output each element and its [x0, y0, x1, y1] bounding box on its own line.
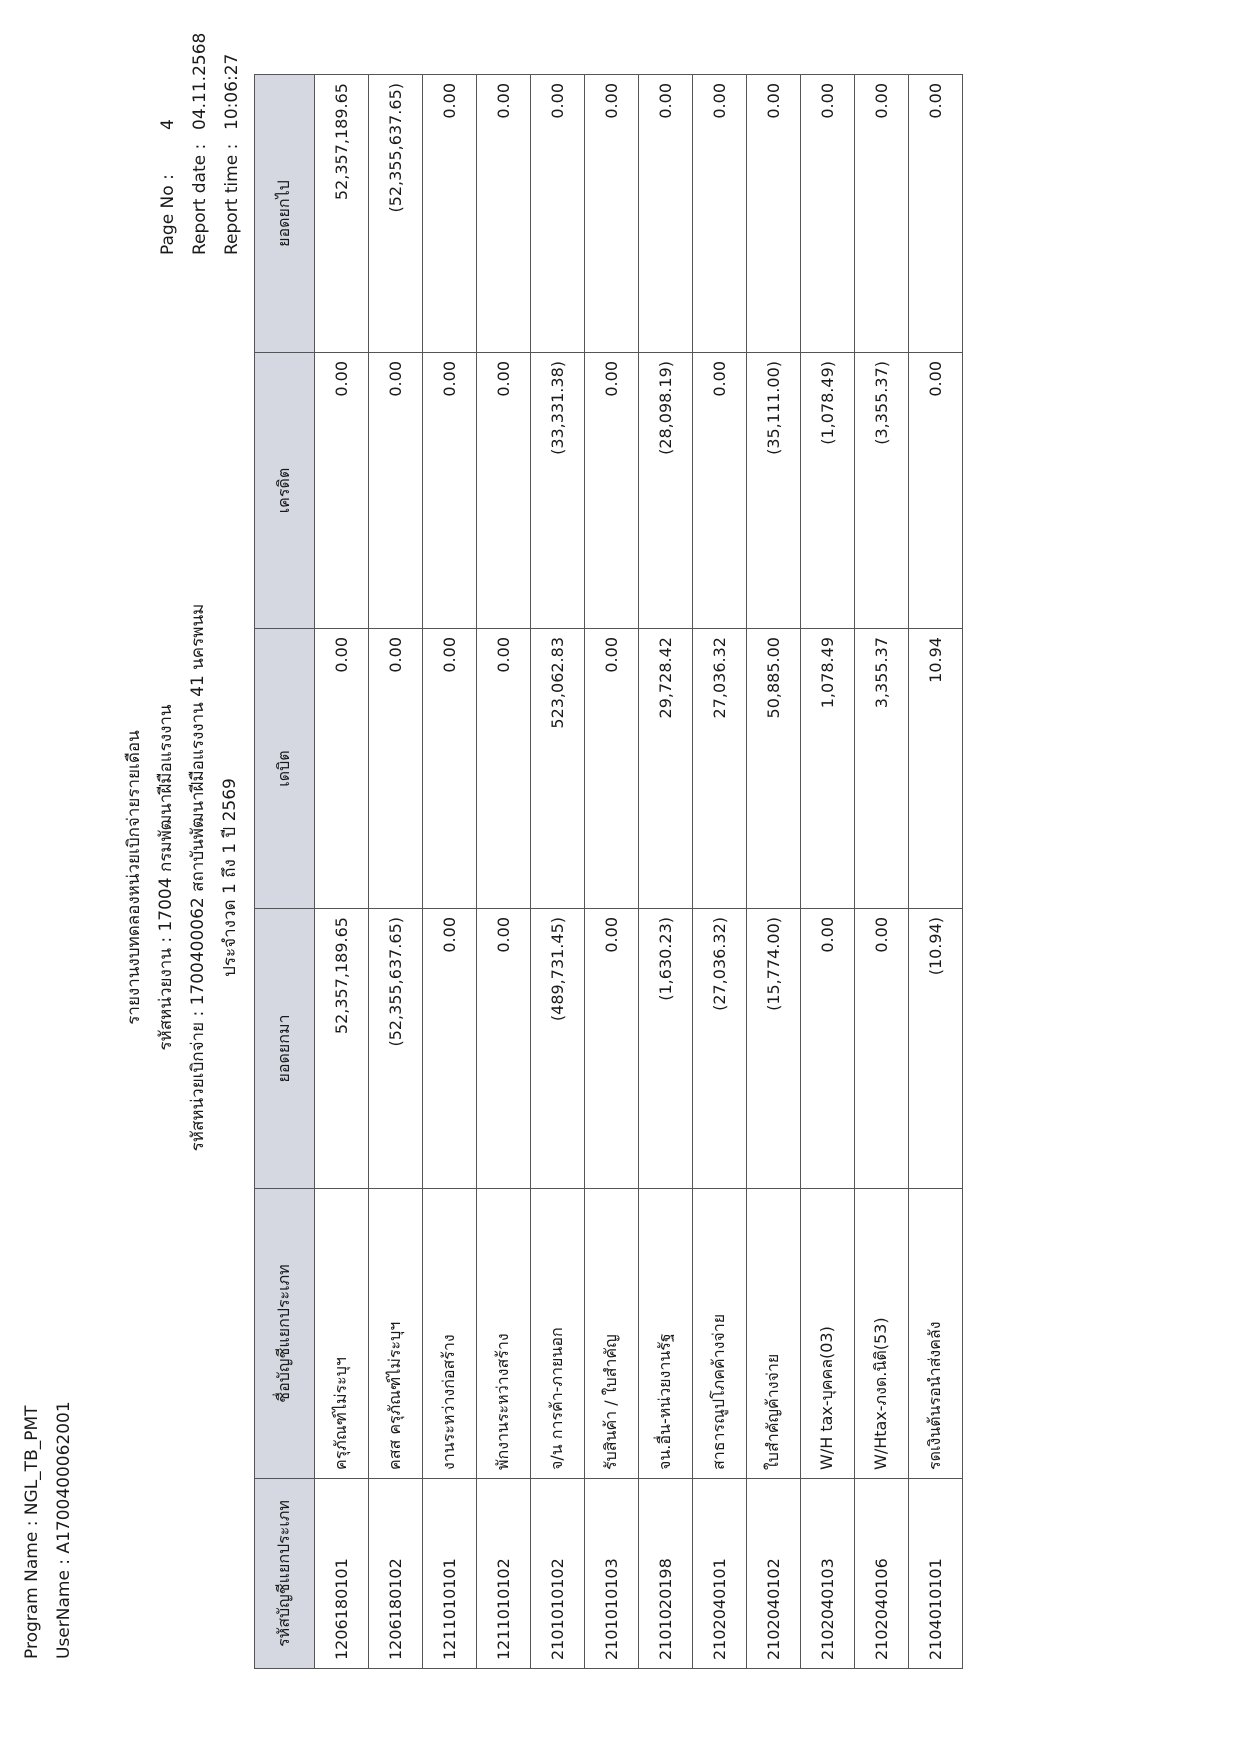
account-code: 1211010102: [477, 1479, 531, 1669]
user-name: UserName : A1700400062001: [54, 1401, 74, 1659]
debit: 0.00: [315, 629, 369, 909]
carried-forward: 52,357,189.65: [315, 75, 369, 353]
debit: 10.94: [909, 629, 963, 909]
credit: 0.00: [585, 353, 639, 629]
account-code: 2101010102: [531, 1479, 585, 1669]
account-name: จน.อื่น-หน่วยงานรัฐ: [639, 1189, 693, 1479]
debit: 0.00: [585, 629, 639, 909]
account-name: งานระหว่างก่อสร้าง: [423, 1189, 477, 1479]
brought-forward: (15,774.00): [747, 909, 801, 1189]
table-header-row: [255, 75, 315, 1669]
account-code: 2102040101: [693, 1479, 747, 1669]
credit: (3,355.37): [855, 353, 909, 629]
brought-forward: 0.00: [855, 909, 909, 1189]
account-name: พักงานระหว่างสร้าง: [477, 1189, 531, 1479]
report-time: 10:06:27: [222, 53, 242, 130]
table-row: [639, 75, 693, 1669]
account-name: รดเงินต้นรอนำส่งคลัง: [909, 1189, 963, 1479]
page-no-label: Page No :: [158, 174, 178, 255]
program-name: Program Name : NGL_TB_PMT: [22, 1405, 42, 1659]
carried-forward: 0.00: [639, 75, 693, 353]
brought-forward: 0.00: [423, 909, 477, 1189]
account-code: 2101020198: [639, 1479, 693, 1669]
disbursing-unit: รหัสหน่วยเบิกจ่าย : 1700400062 สถาบันพัฒนาฝีมือแรงงาน 41 นครพนม: [188, 603, 208, 1152]
carried-forward: 0.00: [855, 75, 909, 353]
carried-forward: 0.00: [909, 75, 963, 353]
carried-forward: 0.00: [747, 75, 801, 353]
col-header-brought-forward: ยอดยกมา: [255, 909, 315, 1189]
col-header-debit: เดบิต: [255, 629, 315, 909]
credit: 0.00: [477, 353, 531, 629]
agency-code: รหัสหน่วยงาน : 17004 กรมพัฒนาฝีมือแรงงาน: [156, 704, 176, 1051]
account-code: 2102040103: [801, 1479, 855, 1669]
account-name: ครุภัณฑ์ไม่ระบุฯ: [315, 1189, 369, 1479]
brought-forward: (27,036.32): [693, 909, 747, 1189]
table-row: [531, 75, 585, 1669]
account-name: W/H tax-บุคคล(03): [801, 1189, 855, 1479]
carried-forward: 0.00: [531, 75, 585, 353]
account-code: 2102040102: [747, 1479, 801, 1669]
account-code: 1211010101: [423, 1479, 477, 1669]
debit: 0.00: [477, 629, 531, 909]
debit: 523,062.83: [531, 629, 585, 909]
account-name: W/Htax-ภงด.นิติ(53): [855, 1189, 909, 1479]
credit: (35,111.00): [747, 353, 801, 629]
account-code: 2104010101: [909, 1479, 963, 1669]
report-date: 04.11.2568: [190, 32, 210, 130]
account-code: 2101010103: [585, 1479, 639, 1669]
carried-forward: 0.00: [693, 75, 747, 353]
page-no: 4: [158, 119, 178, 130]
table-row: [423, 75, 477, 1669]
table-row: [801, 75, 855, 1669]
carried-forward: 0.00: [801, 75, 855, 353]
table-row: [693, 75, 747, 1669]
carried-forward: 0.00: [585, 75, 639, 353]
table-row: [585, 75, 639, 1669]
debit: 0.00: [423, 629, 477, 909]
credit: 0.00: [693, 353, 747, 629]
report-time-label: Report time :: [222, 143, 242, 255]
credit: 0.00: [423, 353, 477, 629]
brought-forward: 0.00: [477, 909, 531, 1189]
carried-forward: 0.00: [477, 75, 531, 353]
account-name: สาธารณูปโภคค้างจ่าย: [693, 1189, 747, 1479]
debit: 27,036.32: [693, 629, 747, 909]
table-row: [855, 75, 909, 1669]
col-header-account-code: รหัสบัญชีแยกประเภท: [255, 1479, 315, 1669]
account-name: รับสินค้า / ใบสำคัญ: [585, 1189, 639, 1479]
brought-forward: 52,357,189.65: [315, 909, 369, 1189]
debit: 3,355.37: [855, 629, 909, 909]
table-row: [477, 75, 531, 1669]
credit: 0.00: [315, 353, 369, 629]
credit: 0.00: [909, 353, 963, 629]
brought-forward: (1,630.23): [639, 909, 693, 1189]
debit: 1,078.49: [801, 629, 855, 909]
account-code: 2102040106: [855, 1479, 909, 1669]
credit: (33,331.38): [531, 353, 585, 629]
carried-forward: 0.00: [423, 75, 477, 353]
col-header-credit: เครดิต: [255, 353, 315, 629]
report-period: ประจำงวด 1 ถึง 1 ปี 2569: [220, 778, 240, 977]
table-row: [909, 75, 963, 1669]
account-name: ใบสำคัญค้างจ่าย: [747, 1189, 801, 1479]
table-row: [315, 75, 369, 1669]
account-name: คสส ครุภัณฑ์ไม่ระบุฯ: [369, 1189, 423, 1479]
account-name: จ/น การค้า-ภายนอก: [531, 1189, 585, 1479]
account-code: 1206180102: [369, 1479, 423, 1669]
credit: 0.00: [369, 353, 423, 629]
table-row: [369, 75, 423, 1669]
debit: 29,728.42: [639, 629, 693, 909]
debit: 0.00: [369, 629, 423, 909]
brought-forward: (10.94): [909, 909, 963, 1189]
carried-forward: (52,355,637.65): [369, 75, 423, 353]
col-header-account-name: ชื่อบัญชีแยกประเภท: [255, 1189, 315, 1479]
account-code: 1206180101: [315, 1479, 369, 1669]
credit: (1,078.49): [801, 353, 855, 629]
col-header-carried-forward: ยอดยกไป: [255, 75, 315, 353]
trial-balance-table: [254, 74, 963, 1669]
debit: 50,885.00: [747, 629, 801, 909]
brought-forward: (52,355,637.65): [369, 909, 423, 1189]
table-row: [747, 75, 801, 1669]
report-title: รายงานงบทดลองหน่วยเบิกจ่ายรายเดือน: [124, 730, 144, 1025]
report-date-label: Report date :: [190, 143, 210, 255]
credit: (28,098.19): [639, 353, 693, 629]
brought-forward: 0.00: [801, 909, 855, 1189]
brought-forward: (489,731.45): [531, 909, 585, 1189]
brought-forward: 0.00: [585, 909, 639, 1189]
